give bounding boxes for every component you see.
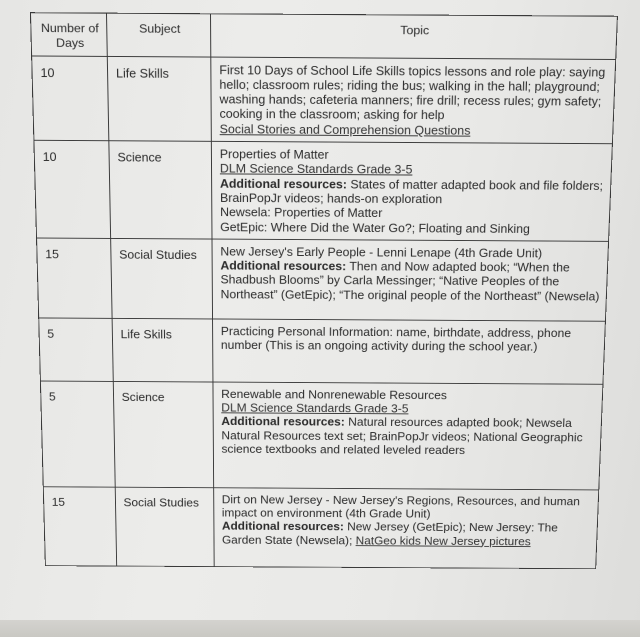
topic-cell: [213, 382, 603, 490]
topic-title: Renewable and Nonrenewable Resources: [221, 387, 448, 402]
additional-resources-label: Additional resources:: [221, 415, 345, 429]
dlm-science-standards-link[interactable]: DLM Science Standards Grade 3-5: [219, 162, 413, 177]
curriculum-table-container: [30, 12, 618, 556]
header-topic: Topic: [210, 14, 617, 59]
days-cell: 15: [43, 487, 116, 566]
curriculum-table: [30, 12, 618, 569]
subject-cell: Life Skills: [112, 318, 213, 382]
days-cell: 5: [40, 381, 115, 487]
subject-cell: Science: [113, 381, 213, 487]
topic-cell: [214, 488, 599, 569]
getepic-resource: GetEpic: Where Did the Water Go?; Floating and Sinking: [220, 220, 531, 236]
table-row: [40, 381, 603, 490]
additional-resources-label: Additional resources:: [219, 176, 348, 191]
topic-title: Dirt on New Jersey - New Jersey's Regions, Resources, and human impact on environment (4th Grade Unit): [221, 493, 581, 521]
topic-title: New Jersey's Early People - Lenni Lenape (4th Grade Unit): [220, 245, 543, 261]
newsela-resource: Newsela: Properties of Matter: [220, 205, 383, 221]
table-row: [43, 487, 598, 569]
additional-resources-text: Then and Now adapted book; “When the Shadbush Blooms” by Carla Messinger; “Native Peoples of the Northeast” (GetEpic); “The original people of the Northeast” (Newsela): [220, 260, 600, 304]
topic-cell: [213, 319, 606, 384]
additional-resources: [220, 177, 605, 208]
social-stories-link[interactable]: Social Stories and Comprehension Questions: [219, 122, 471, 138]
topic-cell: [211, 141, 612, 241]
table-row: [39, 318, 606, 384]
subject-cell: Social Studies: [111, 238, 213, 319]
additional-resources-label: Additional resources:: [220, 259, 347, 274]
subject-cell: Social Studies: [115, 487, 214, 566]
table-header-row: [30, 13, 617, 59]
topic-text: Practicing Personal Information: name, birthdate, address, phone number (This is an ongoing activity during the school year.): [220, 324, 572, 354]
table-row: [34, 140, 612, 241]
additional-resources-text: States of matter adapted book and file folders; BrainPopJr videos; hands-on exploration: [220, 177, 604, 206]
table-row: [32, 56, 616, 144]
days-cell: 10: [34, 140, 111, 238]
topic-text: First 10 Days of School Life Skills topics lessons and role play: saying hello; classroom rules; riding the bus; walking in the hall; playground; washing hands; cafeteria manners; fire drill; recess rules; gym safety; cooking in the classroom; asking for help: [219, 63, 606, 123]
additional-resources-text: New Jersey (GetEpic); New Jersey: The Garden State (Newsela);: [221, 521, 559, 547]
dlm-science-standards-link[interactable]: DLM Science Standards Grade 3-5: [221, 401, 409, 416]
additional-resources: [222, 520, 591, 549]
additional-resources: [220, 259, 601, 304]
page-edge-shadow: [0, 620, 640, 637]
header-subject: Subject: [106, 13, 210, 56]
subject-cell: Science: [109, 141, 212, 239]
additional-resources: [221, 415, 595, 458]
days-cell: 10: [32, 56, 109, 141]
topic-cell: [211, 57, 616, 144]
subject-cell: Life Skills: [107, 56, 211, 141]
topic-cell: [212, 239, 609, 321]
natgeo-kids-link[interactable]: NatGeo kids New Jersey pictures: [355, 534, 531, 548]
header-days: Number of Days: [30, 13, 107, 56]
days-cell: 5: [39, 318, 114, 381]
days-cell: 15: [37, 238, 113, 318]
table-row: [37, 238, 609, 321]
additional-resources-text: Natural resources adapted book; Newsela Natural Resources text set; BrainPopJr videos; National Geographic science textbooks and related leveled readers: [221, 416, 583, 457]
topic-title: Properties of Matter: [219, 147, 329, 162]
additional-resources-label: Additional resources:: [221, 520, 344, 534]
